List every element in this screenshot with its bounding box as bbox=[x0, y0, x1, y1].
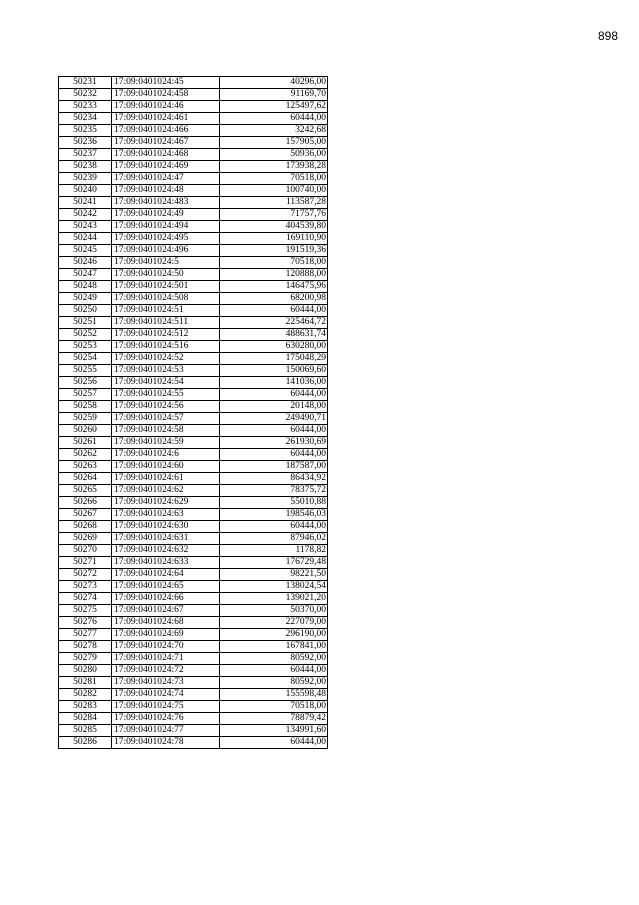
value-cell: 60444,00 bbox=[220, 449, 328, 461]
cadastral-number-cell: 17:09:0401024:51 bbox=[112, 305, 220, 317]
row-number-cell: 50270 bbox=[59, 545, 112, 557]
table-row bbox=[59, 509, 328, 521]
table-row bbox=[59, 677, 328, 689]
table-row bbox=[59, 137, 328, 149]
row-number-cell: 50237 bbox=[59, 149, 112, 161]
table-row bbox=[59, 545, 328, 557]
row-number-cell: 50238 bbox=[59, 161, 112, 173]
value-cell: 134991,60 bbox=[220, 725, 328, 737]
table-row bbox=[59, 629, 328, 641]
row-number-cell: 50233 bbox=[59, 101, 112, 113]
row-number-cell: 50251 bbox=[59, 317, 112, 329]
table-row bbox=[59, 293, 328, 305]
cadastral-number-cell: 17:09:0401024:466 bbox=[112, 125, 220, 137]
row-number-cell: 50267 bbox=[59, 509, 112, 521]
value-cell: 150069,60 bbox=[220, 365, 328, 377]
table-row bbox=[59, 245, 328, 257]
value-cell: 113587,28 bbox=[220, 197, 328, 209]
cadastral-number-cell: 17:09:0401024:54 bbox=[112, 377, 220, 389]
value-cell: 50370,00 bbox=[220, 605, 328, 617]
cadastral-number-cell: 17:09:0401024:508 bbox=[112, 293, 220, 305]
value-cell: 78879,42 bbox=[220, 713, 328, 725]
row-number-cell: 50236 bbox=[59, 137, 112, 149]
cadastral-number-cell: 17:09:0401024:46 bbox=[112, 101, 220, 113]
value-cell: 175048,29 bbox=[220, 353, 328, 365]
table-row bbox=[59, 149, 328, 161]
table-row bbox=[59, 101, 328, 113]
row-number-cell: 50266 bbox=[59, 497, 112, 509]
value-cell: 488631,74 bbox=[220, 329, 328, 341]
row-number-cell: 50271 bbox=[59, 557, 112, 569]
cadastral-number-cell: 17:09:0401024:67 bbox=[112, 605, 220, 617]
value-cell: 50936,00 bbox=[220, 149, 328, 161]
value-cell: 167841,00 bbox=[220, 641, 328, 653]
row-number-cell: 50272 bbox=[59, 569, 112, 581]
value-cell: 80592,00 bbox=[220, 653, 328, 665]
value-cell: 87946,02 bbox=[220, 533, 328, 545]
table-row bbox=[59, 377, 328, 389]
row-number-cell: 50265 bbox=[59, 485, 112, 497]
row-number-cell: 50286 bbox=[59, 737, 112, 749]
value-cell: 261930,69 bbox=[220, 437, 328, 449]
table-row bbox=[59, 425, 328, 437]
cadastral-number-cell: 17:09:0401024:63 bbox=[112, 509, 220, 521]
cadastral-number-cell: 17:09:0401024:461 bbox=[112, 113, 220, 125]
table-row bbox=[59, 401, 328, 413]
row-number-cell: 50256 bbox=[59, 377, 112, 389]
value-cell: 60444,00 bbox=[220, 737, 328, 749]
cadastral-number-cell: 17:09:0401024:496 bbox=[112, 245, 220, 257]
cadastral-number-cell: 17:09:0401024:57 bbox=[112, 413, 220, 425]
value-cell: 404539,80 bbox=[220, 221, 328, 233]
row-number-cell: 50248 bbox=[59, 281, 112, 293]
row-number-cell: 50255 bbox=[59, 365, 112, 377]
table-row bbox=[59, 593, 328, 605]
value-cell: 60444,00 bbox=[220, 521, 328, 533]
table-row bbox=[59, 725, 328, 737]
row-number-cell: 50276 bbox=[59, 617, 112, 629]
page-number: 898 bbox=[597, 29, 618, 43]
row-number-cell: 50284 bbox=[59, 713, 112, 725]
cadastral-number-cell: 17:09:0401024:632 bbox=[112, 545, 220, 557]
table-row bbox=[59, 389, 328, 401]
value-cell: 100740,00 bbox=[220, 185, 328, 197]
cadastral-number-cell: 17:09:0401024:483 bbox=[112, 197, 220, 209]
value-cell: 78375,72 bbox=[220, 485, 328, 497]
value-cell: 227079,00 bbox=[220, 617, 328, 629]
value-cell: 120888,00 bbox=[220, 269, 328, 281]
cadastral-number-cell: 17:09:0401024:495 bbox=[112, 233, 220, 245]
value-cell: 1178,82 bbox=[220, 545, 328, 557]
value-cell: 20148,00 bbox=[220, 401, 328, 413]
cadastral-number-cell: 17:09:0401024:48 bbox=[112, 185, 220, 197]
cadastral-number-cell: 17:09:0401024:468 bbox=[112, 149, 220, 161]
table-row bbox=[59, 125, 328, 137]
table-row bbox=[59, 317, 328, 329]
table-row bbox=[59, 329, 328, 341]
row-number-cell: 50241 bbox=[59, 197, 112, 209]
cadastral-number-cell: 17:09:0401024:75 bbox=[112, 701, 220, 713]
value-cell: 80592,00 bbox=[220, 677, 328, 689]
cadastral-number-cell: 17:09:0401024:76 bbox=[112, 713, 220, 725]
cadastral-value-table bbox=[58, 76, 328, 749]
cadastral-number-cell: 17:09:0401024:72 bbox=[112, 665, 220, 677]
row-number-cell: 50262 bbox=[59, 449, 112, 461]
table-row bbox=[59, 485, 328, 497]
row-number-cell: 50277 bbox=[59, 629, 112, 641]
row-number-cell: 50240 bbox=[59, 185, 112, 197]
table-row bbox=[59, 569, 328, 581]
table-row bbox=[59, 89, 328, 101]
value-cell: 139021,20 bbox=[220, 593, 328, 605]
row-number-cell: 50253 bbox=[59, 341, 112, 353]
row-number-cell: 50254 bbox=[59, 353, 112, 365]
table-row bbox=[59, 257, 328, 269]
value-cell: 70518,00 bbox=[220, 701, 328, 713]
table-row bbox=[59, 521, 328, 533]
cadastral-number-cell: 17:09:0401024:70 bbox=[112, 641, 220, 653]
table-row bbox=[59, 77, 328, 89]
value-cell: 60444,00 bbox=[220, 305, 328, 317]
row-number-cell: 50283 bbox=[59, 701, 112, 713]
table-row bbox=[59, 365, 328, 377]
value-cell: 155598,48 bbox=[220, 689, 328, 701]
table-row bbox=[59, 281, 328, 293]
row-number-cell: 50231 bbox=[59, 77, 112, 89]
row-number-cell: 50282 bbox=[59, 689, 112, 701]
table-row bbox=[59, 185, 328, 197]
value-cell: 141036,00 bbox=[220, 377, 328, 389]
value-cell: 3242,68 bbox=[220, 125, 328, 137]
row-number-cell: 50275 bbox=[59, 605, 112, 617]
row-number-cell: 50264 bbox=[59, 473, 112, 485]
table-row bbox=[59, 641, 328, 653]
table-row bbox=[59, 413, 328, 425]
table-row bbox=[59, 581, 328, 593]
table-row bbox=[59, 533, 328, 545]
table-row bbox=[59, 233, 328, 245]
table-row bbox=[59, 173, 328, 185]
table-row bbox=[59, 653, 328, 665]
cadastral-number-cell: 17:09:0401024:47 bbox=[112, 173, 220, 185]
value-cell: 187587,00 bbox=[220, 461, 328, 473]
cadastral-number-cell: 17:09:0401024:68 bbox=[112, 617, 220, 629]
table-row bbox=[59, 449, 328, 461]
value-cell: 68200,98 bbox=[220, 293, 328, 305]
row-number-cell: 50257 bbox=[59, 389, 112, 401]
cadastral-number-cell: 17:09:0401024:501 bbox=[112, 281, 220, 293]
value-cell: 86434,92 bbox=[220, 473, 328, 485]
cadastral-number-cell: 17:09:0401024:467 bbox=[112, 137, 220, 149]
value-cell: 98221,50 bbox=[220, 569, 328, 581]
value-cell: 191519,36 bbox=[220, 245, 328, 257]
cadastral-number-cell: 17:09:0401024:512 bbox=[112, 329, 220, 341]
value-cell: 296190,00 bbox=[220, 629, 328, 641]
table-row bbox=[59, 617, 328, 629]
value-cell: 71757,76 bbox=[220, 209, 328, 221]
table-row bbox=[59, 305, 328, 317]
row-number-cell: 50250 bbox=[59, 305, 112, 317]
table-row bbox=[59, 209, 328, 221]
table-row bbox=[59, 269, 328, 281]
row-number-cell: 50278 bbox=[59, 641, 112, 653]
row-number-cell: 50279 bbox=[59, 653, 112, 665]
value-cell: 60444,00 bbox=[220, 425, 328, 437]
value-cell: 138024,54 bbox=[220, 581, 328, 593]
cadastral-number-cell: 17:09:0401024:73 bbox=[112, 677, 220, 689]
table-row bbox=[59, 737, 328, 749]
cadastral-number-cell: 17:09:0401024:77 bbox=[112, 725, 220, 737]
table-row bbox=[59, 437, 328, 449]
row-number-cell: 50245 bbox=[59, 245, 112, 257]
value-cell: 176729,48 bbox=[220, 557, 328, 569]
table-row bbox=[59, 665, 328, 677]
value-cell: 146475,96 bbox=[220, 281, 328, 293]
cadastral-number-cell: 17:09:0401024:65 bbox=[112, 581, 220, 593]
cadastral-number-cell: 17:09:0401024:60 bbox=[112, 461, 220, 473]
table-row bbox=[59, 161, 328, 173]
row-number-cell: 50261 bbox=[59, 437, 112, 449]
cadastral-number-cell: 17:09:0401024:458 bbox=[112, 89, 220, 101]
cadastral-number-cell: 17:09:0401024:56 bbox=[112, 401, 220, 413]
cadastral-number-cell: 17:09:0401024:629 bbox=[112, 497, 220, 509]
cadastral-number-cell: 17:09:0401024:511 bbox=[112, 317, 220, 329]
value-cell: 60444,00 bbox=[220, 389, 328, 401]
value-cell: 70518,00 bbox=[220, 173, 328, 185]
row-number-cell: 50263 bbox=[59, 461, 112, 473]
row-number-cell: 50249 bbox=[59, 293, 112, 305]
table-row bbox=[59, 473, 328, 485]
table-body bbox=[59, 77, 328, 749]
row-number-cell: 50239 bbox=[59, 173, 112, 185]
value-cell: 249490,71 bbox=[220, 413, 328, 425]
row-number-cell: 50234 bbox=[59, 113, 112, 125]
table-row bbox=[59, 197, 328, 209]
table-row bbox=[59, 341, 328, 353]
cadastral-number-cell: 17:09:0401024:55 bbox=[112, 389, 220, 401]
row-number-cell: 50244 bbox=[59, 233, 112, 245]
table-row bbox=[59, 353, 328, 365]
value-cell: 198546,03 bbox=[220, 509, 328, 521]
cadastral-number-cell: 17:09:0401024:74 bbox=[112, 689, 220, 701]
table-row bbox=[59, 713, 328, 725]
value-cell: 70518,00 bbox=[220, 257, 328, 269]
cadastral-number-cell: 17:09:0401024:78 bbox=[112, 737, 220, 749]
cadastral-number-cell: 17:09:0401024:630 bbox=[112, 521, 220, 533]
row-number-cell: 50258 bbox=[59, 401, 112, 413]
value-cell: 55010,88 bbox=[220, 497, 328, 509]
table-row bbox=[59, 557, 328, 569]
row-number-cell: 50242 bbox=[59, 209, 112, 221]
cadastral-number-cell: 17:09:0401024:469 bbox=[112, 161, 220, 173]
cadastral-number-cell: 17:09:0401024:52 bbox=[112, 353, 220, 365]
row-number-cell: 50269 bbox=[59, 533, 112, 545]
row-number-cell: 50273 bbox=[59, 581, 112, 593]
value-cell: 630280,00 bbox=[220, 341, 328, 353]
cadastral-number-cell: 17:09:0401024:62 bbox=[112, 485, 220, 497]
cadastral-number-cell: 17:09:0401024:64 bbox=[112, 569, 220, 581]
cadastral-number-cell: 17:09:0401024:6 bbox=[112, 449, 220, 461]
row-number-cell: 50281 bbox=[59, 677, 112, 689]
cadastral-number-cell: 17:09:0401024:633 bbox=[112, 557, 220, 569]
cadastral-number-cell: 17:09:0401024:494 bbox=[112, 221, 220, 233]
cadastral-number-cell: 17:09:0401024:66 bbox=[112, 593, 220, 605]
value-cell: 173938,28 bbox=[220, 161, 328, 173]
cadastral-number-cell: 17:09:0401024:71 bbox=[112, 653, 220, 665]
row-number-cell: 50235 bbox=[59, 125, 112, 137]
cadastral-number-cell: 17:09:0401024:61 bbox=[112, 473, 220, 485]
value-cell: 225464,72 bbox=[220, 317, 328, 329]
row-number-cell: 50268 bbox=[59, 521, 112, 533]
table-row bbox=[59, 461, 328, 473]
value-cell: 40296,00 bbox=[220, 77, 328, 89]
value-cell: 60444,00 bbox=[220, 113, 328, 125]
value-cell: 169110,90 bbox=[220, 233, 328, 245]
cadastral-number-cell: 17:09:0401024:516 bbox=[112, 341, 220, 353]
cadastral-number-cell: 17:09:0401024:69 bbox=[112, 629, 220, 641]
row-number-cell: 50247 bbox=[59, 269, 112, 281]
table-row bbox=[59, 605, 328, 617]
row-number-cell: 50260 bbox=[59, 425, 112, 437]
value-cell: 125497,62 bbox=[220, 101, 328, 113]
cadastral-number-cell: 17:09:0401024:58 bbox=[112, 425, 220, 437]
table-row bbox=[59, 221, 328, 233]
cadastral-number-cell: 17:09:0401024:50 bbox=[112, 269, 220, 281]
row-number-cell: 50259 bbox=[59, 413, 112, 425]
table-row bbox=[59, 497, 328, 509]
row-number-cell: 50243 bbox=[59, 221, 112, 233]
cadastral-number-cell: 17:09:0401024:45 bbox=[112, 77, 220, 89]
row-number-cell: 50274 bbox=[59, 593, 112, 605]
table-row bbox=[59, 701, 328, 713]
value-cell: 91169,70 bbox=[220, 89, 328, 101]
cadastral-number-cell: 17:09:0401024:53 bbox=[112, 365, 220, 377]
cadastral-number-cell: 17:09:0401024:5 bbox=[112, 257, 220, 269]
row-number-cell: 50246 bbox=[59, 257, 112, 269]
cadastral-number-cell: 17:09:0401024:631 bbox=[112, 533, 220, 545]
table-row bbox=[59, 689, 328, 701]
cadastral-number-cell: 17:09:0401024:59 bbox=[112, 437, 220, 449]
row-number-cell: 50280 bbox=[59, 665, 112, 677]
cadastral-number-cell: 17:09:0401024:49 bbox=[112, 209, 220, 221]
value-cell: 60444,00 bbox=[220, 665, 328, 677]
table-row bbox=[59, 113, 328, 125]
row-number-cell: 50232 bbox=[59, 89, 112, 101]
row-number-cell: 50252 bbox=[59, 329, 112, 341]
value-cell: 157905,00 bbox=[220, 137, 328, 149]
row-number-cell: 50285 bbox=[59, 725, 112, 737]
